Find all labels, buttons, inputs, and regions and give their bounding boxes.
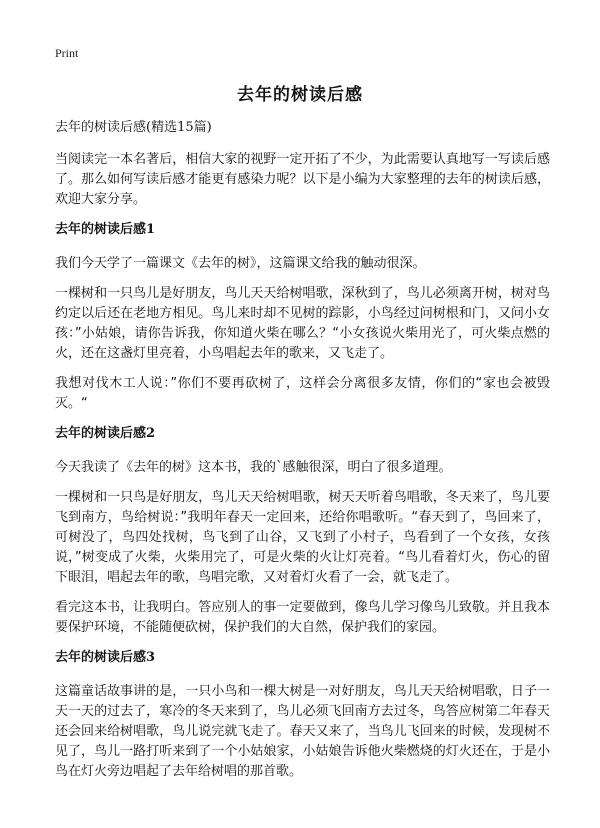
intro-paragraph: 当阅读完一本名著后，相信大家的视野一定开拓了不少，为此需要认真地写一写读后感了。那么如何写读后感才能更有感染力呢？以下是小编为大家整理的去年的树读后感，欢迎大家分享。 xyxy=(55,152,550,207)
section-paragraph: 一棵树和一只鸟儿是好朋友，鸟儿天天给树唱歌，深秋到了，鸟儿必须离开树，树对鸟约定以后还在老地方相见。鸟儿来时却不见树的踪影，小鸟经过问树根和门，又问小女孩：”小姑娘，请你告诉我，你知道火柴在哪么？“小女孩说火柴用光了，可火柴点燃的火，还在这盏灯里亮着，小鸟唱起去年的歌来，又飞走了。 xyxy=(55,286,550,361)
print-link[interactable]: Print xyxy=(55,46,79,60)
article-body xyxy=(55,118,550,792)
section-3 xyxy=(55,648,550,782)
section-paragraph: 我想对伐木工人说：”你们不要再砍树了，这样会分离很多友情，你们的“家也会被毁灭。“ xyxy=(55,376,550,411)
section-title: 去年的树读后感2 xyxy=(55,426,156,441)
section-2 xyxy=(55,424,550,638)
section-title: 去年的树读后感3 xyxy=(55,650,156,665)
section-paragraph: 一棵树和一只鸟是好朋友，鸟儿天天给树唱歌，树天天听着鸟唱歌，冬天来了，鸟儿要飞到南方，鸟给树说：”我明年春天一定回来，还给你唱歌听。“春天到了，鸟回来了，可树没了，鸟四处找树，鸟飞到了山谷，又飞到了小村子，鸟看到了一个女孩，女孩说，”树变成了火柴，火柴用完了，可是火柴的火让灯亮着。“鸟儿看着灯火，伤心的留下眼泪，唱起去年的歌，鸟唱完歌，又对着灯火看了一会，就飞走了。 xyxy=(55,490,550,585)
article-subtitle: 去年的树读后感(精选15篇) xyxy=(55,120,212,135)
section-1 xyxy=(55,220,550,414)
section-paragraph: 看完这本书，让我明白。答应别人的事一定要做到，像鸟儿学习像鸟儿致敬。并且我本要保护环境，不能随便砍树，保护我们的大自然，保护我们的家园。 xyxy=(55,600,550,635)
section-paragraph: 我们今天学了一篇课文《去年的树》，这篇课文给我的触动很深。 xyxy=(55,256,426,271)
section-title: 去年的树读后感1 xyxy=(55,222,156,237)
page-title: 去年的树读后感 xyxy=(237,85,363,105)
section-paragraph: 这篇童话故事讲的是，一只小鸟和一棵大树是一对好朋友，鸟儿天天给树唱歌，日子一天一天的过去了，寒冷的冬天来到了，鸟儿必须飞回南方去过冬，鸟答应树第二年春天还会回来给树唱歌，鸟儿说完就飞走了。春天又来了，当鸟儿飞回来的时候，发现树不见了，鸟儿一路打听来到了一个小姑娘家，小姑娘告诉他火柴燃烧的灯火还在，于是小鸟在灯火旁边唱起了去年给树唱的那首歌。 xyxy=(55,684,550,779)
section-paragraph: 今天我读了《去年的树》这本书，我的`感触很深，明白了很多道理。 xyxy=(55,460,452,475)
